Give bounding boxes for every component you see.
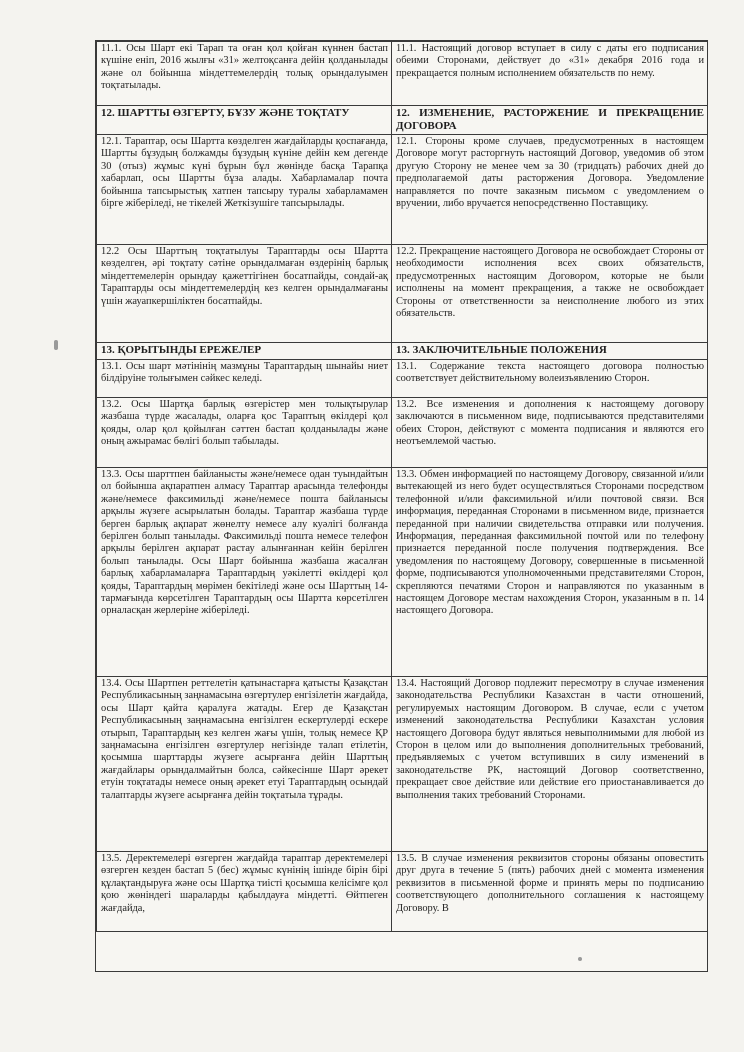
bilingual-contract-table <box>96 41 708 932</box>
ru-clause-13-2: 13.2. Все изменения и дополнения к настоящему договору заключаются в письменном виде, подписываются представителями обеих Сторон, действуют с момента подписания и являются его неотъемлемой частью. <box>392 398 708 468</box>
ru-clause-12-1: 12.1. Стороны кроме случаев, предусмотренных в настоящем Договоре могут расторгнуть настоящий Договор, уведомив об этом другую Сторону не менее чем за 30 (тридцать) рабочих дней до предполагаемой даты расторжения Договора. Уведомление направляется по почте заказным письмом с уведомлением о вручении, либо вручается непосредственно Поставщику. <box>392 135 708 245</box>
ru-clause-13-3: 13.3. Обмен информацией по настоящему Договору, связанной и/или вытекающей из него будет осуществляться Сторонами посредством телефонной и/или факсимильной и/или почтовой связи. Вся информация, переданная Сторонами в письменном виде, признается переданной при наличии свидетельства отправки или получения. Информация, переданная факсимильной почтой или по телефону признается переданной после получения подтверждения. Все уведомления по настоящему Договору, совершенные в письменной форме, подписываются уполномоченными представителями Сторон, скрепляются печатями Сторон и направляются по указанным в настоящем Договоре местам нахождения Сторон, указанным в п. 14 настоящего Договора. <box>392 468 708 677</box>
ru-clause-13-1: 13.1. Содержание текста настоящего договора полностью соответствует действительному волеизъявлению Сторон. <box>392 360 708 398</box>
kz-clause-13-4: 13.4. Осы Шартпен реттелетін қатынастарға қатысты Қазақстан Республикасының заңнамасына өзгертулер енгізілетін жағдайда, осы Шарт қайта қаралуға жатады. Егер де Қазақстан Республикасының заңнамасына енгізілген ескертулерді ескере отырып, Тараптардың кез келген жағы үшін, толық немесе ҚР заңнамасына енгізілген өзгертулер негізінде талап етілетін, қосымша шарттарды жүзеге асырғанға дейін Шарттың жағдайлары орындалмайтын болса, сәйкесінше Шарт әрекет етуін тоқтатады немесе оның әрекет етуі Тараптардың осындай талаптарды жүзеге асырғанға дейін тоқтатыла тұрады. <box>97 677 392 852</box>
ru-clause-11-1: 11.1. Настоящий договор вступает в силу с даты его подписания обеими Сторонами, действует до «31» декабря 2016 года и прекращается полным исполнением обязательств по нему. <box>392 42 708 106</box>
ru-section-12-heading: 12. ИЗМЕНЕНИЕ, РАСТОРЖЕНИЕ И ПРЕКРАЩЕНИЕ ДОГОВОРА <box>392 106 708 135</box>
table-row <box>97 106 708 135</box>
table-row <box>97 360 708 398</box>
kz-clause-13-2: 13.2. Осы Шартқа барлық өзгерістер мен толықтырулар жазбаша түрде жасалады, оларға қос Тараптың өкілдері қол қояды, олар қол қойылған сәттен бастап қолданылады және оның ажырамас бөлігі болып табылады. <box>97 398 392 468</box>
table-row <box>97 677 708 852</box>
table-row <box>97 398 708 468</box>
table-row <box>97 245 708 343</box>
ru-section-13-heading: 13. ЗАКЛЮЧИТЕЛЬНЫЕ ПОЛОЖЕНИЯ <box>392 343 708 360</box>
kz-clause-11-1: 11.1. Осы Шарт екі Тарап та оған қол қойған күннен бастап күшіне еніп, 2016 жылғы «31» желтоқсанға дейін қолданылады және ол бойынша міндеттемелердің толық орындалуымен тоқтатылады. <box>97 42 392 106</box>
scan-speck <box>54 340 58 350</box>
kz-section-13-heading: 13. ҚОРЫТЫНДЫ ЕРЕЖЕЛЕР <box>97 343 392 360</box>
table-row <box>97 468 708 677</box>
kz-clause-13-5: 13.5. Деректемелері өзгерген жағдайда тараптар деректемелері өзгерген кезден бастап 5 (бес) жұмыс күнінің ішінде бірін бірі құлақтандыруға және осы Шартқа тиісті қосымша келісімге қол қою жөніндегі шараларды қабылдауға міндетті. Өйтпеген жағдайда, <box>97 852 392 932</box>
kz-clause-13-1: 13.1. Осы шарт мәтінінің мазмұны Тараптардың шынайы ниет білдіруіне толығымен сәйкес келеді. <box>97 360 392 398</box>
kz-section-12-heading: 12. ШАРТТЫ ӨЗГЕРТУ, БҰЗУ ЖӘНЕ ТОҚТАТУ <box>97 106 392 135</box>
ru-clause-12-2: 12.2. Прекращение настоящего Договора не освобождает Стороны от необходимости исполнения всех своих обязательств, предусмотренных настоящим Договором, которые не были исполнены на момент прекращения, а также не освобождает Стороны от ответственности за неисполнение любого из этих обязательств. <box>392 245 708 343</box>
kz-clause-12-1: 12.1. Тараптар, осы Шартта көзделген жағдайларды қоспағанда, Шартты бұзудың болжамды бұзудың күніне дейін кем дегенде 30 (отыз) жұмыс күні бұрын бұл жөнінде басқа Тарапқа хабарлап, осы Шартты бұза алады. Хабарламалар почта бойынша тапсырыстық хатпен тапсыру туралы хабарламамен бірге жіберіледі, не тікелей Жеткізушіге тапсырылады. <box>97 135 392 245</box>
table-row <box>97 343 708 360</box>
table-row <box>97 135 708 245</box>
ru-clause-13-4: 13.4. Настоящий Договор подлежит пересмотру в случае изменения законодательства Республики Казахстан в части отношений, регулируемых настоящим Договором. В случае, если с учетом изменений законодательства Республики Казахстан условия настоящего Договора будут являться невыполнимыми для любой из Сторон в целом или до выполнения дополнительных требований, предъявляемых с учетом вступивших в силу изменений в законодательстве РК, настоящий Договор соответственно, прекращает свое действие или действие его приостанавливается до выполнения таких требований Сторонами. <box>392 677 708 852</box>
kz-clause-12-2: 12.2 Осы Шарттың тоқтатылуы Тараптарды осы Шартта көзделген, әрі тоқтату сәтіне орындалмаған өздерінің барлық міндеттемелерін орындау қажеттігінен босатпайды, сондай-ақ Тараптарды осы міндеттемелердің кез келген орындалмағаны үшін жауапкершіліктен босатпайды. <box>97 245 392 343</box>
table-row <box>97 42 708 106</box>
table-row <box>97 852 708 932</box>
kz-clause-13-3: 13.3. Осы шарттпен байланысты және/немесе одан туындайтын ол бойынша ақпаратпен алмасу Тараптар арасында телефонды және/немесе факсимильді және/немесе пошта байланысы арқылы жүзеге асырылатын болады. Тараптар жазбаша түрде берген барлық ақпарат жөнелту немесе алу куәлігі болғанда берілген болып танылады. Факсимильді пошта немесе телефон арқылы берілген ақпарат растау алынғаннан кейін берілген болып танылады. Осы Шарт бойынша жазбаша жасалған барлық хабарламаларға Тараптардың уәкілетті өкілдері қол қояды, Тараптардың мөрімен бекітіледі және осы Шарттың 14-тармағында көрсетілген Тараптардың осы Шартта көрсетілген орналасқан жерлеріне жіберіледі. <box>97 468 392 677</box>
scan-speck <box>578 957 582 961</box>
ru-clause-13-5: 13.5. В случае изменения реквизитов стороны обязаны оповестить друг друга в течение 5 (пять) рабочих дней с момента изменения реквизитов в письменной форме и принять меры по подписанию соответствующего дополнительного соглашения к настоящему Договору. В <box>392 852 708 932</box>
contract-page <box>95 40 708 972</box>
